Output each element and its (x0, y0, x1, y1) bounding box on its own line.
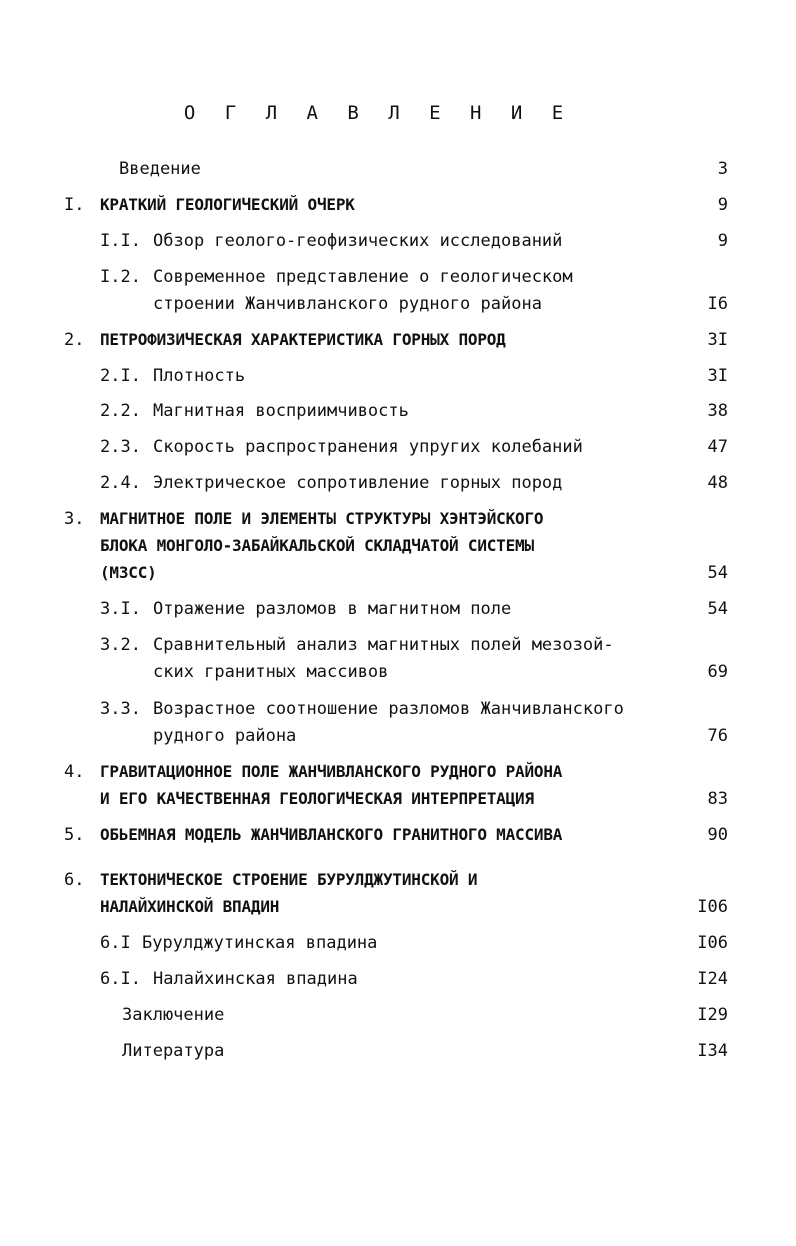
toc-page-s6-2: I24 (697, 969, 728, 989)
toc-entry-s1-1[interactable]: Обзор геолого-геофизических исследований (153, 231, 563, 251)
toc-number-s6-2: 6.I. (100, 969, 141, 989)
toc-page-ch1: 9 (717, 195, 728, 215)
page-title: О Г Л А В Л Е Н И Е (183, 102, 573, 124)
toc-entry-s1-2-cont: строении Жанчивланского рудного района (153, 294, 542, 314)
toc-page-ch6: I06 (697, 897, 728, 917)
toc-page-s2-3: 47 (707, 437, 728, 457)
toc-page-intro: 3 (717, 159, 728, 179)
toc-entry-s3-2[interactable]: Сравнительный анализ магнитных полей мезозой- (153, 635, 614, 655)
toc-page-s2-4: 48 (707, 473, 728, 493)
toc-entry-conclusion[interactable]: Заключение (122, 1005, 225, 1025)
toc-entry-intro[interactable] (119, 156, 201, 182)
toc-entry-literature[interactable]: Литература (122, 1041, 225, 1061)
toc-label: Введение (119, 159, 201, 179)
toc-entry-ch1[interactable] (64, 192, 84, 218)
toc-page-conclusion: I29 (697, 1005, 728, 1025)
toc-number: I. (64, 195, 85, 215)
toc-page-s3-1: 54 (707, 599, 728, 619)
toc-entry-ch6[interactable]: ТЕКТОНИЧЕСКОЕ СТРОЕНИЕ БУРУЛДЖУТИНСКОЙ И (100, 870, 478, 889)
toc-entry-s2-3[interactable]: Скорость распространения упругих колебаний (153, 437, 583, 457)
toc-number-s2-1: 2.I. (100, 366, 141, 386)
toc-number-ch4: 4. (64, 762, 85, 782)
toc-number-s3-3: 3.3. (100, 699, 141, 719)
toc-number-s1-2: I.2. (100, 267, 141, 287)
toc-label-ch1: КРАТКИЙ ГЕОЛОГИЧЕСКИЙ ОЧЕРК (100, 195, 355, 214)
toc-entry-ch3-cont2: (МЗСС) (100, 563, 157, 582)
toc-entry-s3-2-cont: ских гранитных массивов (153, 662, 389, 682)
toc-page-s3-3: 76 (707, 726, 728, 746)
toc-entry-ch3[interactable]: МАГНИТНОЕ ПОЛЕ И ЭЛЕМЕНТЫ СТРУКТУРЫ ХЭНТЭЙСКОГО (100, 509, 544, 528)
toc-number-s1-1: I.I. (100, 231, 141, 251)
toc-entry-ch6-cont: НАЛАЙХИНСКОЙ ВПАДИН (100, 897, 280, 916)
toc-page-literature: I34 (697, 1041, 728, 1061)
toc-entry-s6-2[interactable]: Налайхинская впадина (153, 969, 358, 989)
toc-page-ch3: 54 (707, 563, 728, 583)
toc-entry-s3-3[interactable]: Возрастное соотношение разломов Жанчивланского (153, 699, 624, 719)
toc-entry-s3-3-cont: рудного района (153, 726, 297, 746)
toc-number-s3-2: 3.2. (100, 635, 141, 655)
toc-number-s2-4: 2.4. (100, 473, 141, 493)
toc-number-s2-3: 2.3. (100, 437, 141, 457)
toc-entry-s2-4[interactable]: Электрическое сопротивление горных пород (153, 473, 563, 493)
toc-entry-ch3-cont: БЛОКА МОНГОЛО-ЗАБАЙКАЛЬСКОЙ СКЛАДЧАТОЙ СИСТЕМЫ (100, 536, 534, 555)
toc-entry-s3-1[interactable]: Отражение разломов в магнитном поле (153, 599, 512, 619)
toc-number-ch6: 6. (64, 870, 85, 890)
toc-number-ch5: 5. (64, 825, 85, 845)
toc-entry-s2-2[interactable]: Магнитная восприимчивость (153, 401, 409, 421)
toc-page-s3-2: 69 (707, 662, 728, 682)
toc-number-ch3: 3. (64, 509, 85, 529)
toc-page-ch2: 3I (707, 330, 728, 350)
toc-page-s1-1: 9 (717, 231, 728, 251)
toc-entry-s2-1[interactable]: Плотность (153, 366, 246, 386)
toc-entry-s1-2[interactable]: Современное представление о геологическом (153, 267, 573, 287)
toc-number-s3-1: 3.I. (100, 599, 141, 619)
toc-page-s6-1: I06 (697, 933, 728, 953)
toc-entry-ch4[interactable]: ГРАВИТАЦИОННОЕ ПОЛЕ ЖАНЧИВЛАНСКОГО РУДНОГО РАЙОНА (100, 762, 563, 781)
toc-number-s6-1: 6.I (100, 933, 131, 953)
toc-page-s2-1: 3I (707, 366, 728, 386)
toc-number-ch2: 2. (64, 330, 85, 350)
toc-number-s2-2: 2.2. (100, 401, 141, 421)
toc-entry-ch4-cont: И ЕГО КАЧЕСТВЕННАЯ ГЕОЛОГИЧЕСКАЯ ИНТЕРПРЕТАЦИЯ (100, 789, 534, 808)
toc-page-ch5: 90 (707, 825, 728, 845)
toc-entry-s6-1[interactable]: Бурулджутинская впадина (142, 933, 378, 953)
toc-page-ch4: 83 (707, 789, 728, 809)
toc-entry-ch2[interactable]: ПЕТРОФИЗИЧЕСКАЯ ХАРАКТЕРИСТИКА ГОРНЫХ ПОРОД (100, 330, 506, 349)
toc-entry-ch5[interactable]: ОБЬЕМНАЯ МОДЕЛЬ ЖАНЧИВЛАНСКОГО ГРАНИТНОГО МАССИВА (100, 825, 563, 844)
toc-page-s1-2: I6 (707, 294, 728, 314)
toc-page-s2-2: 38 (707, 401, 728, 421)
